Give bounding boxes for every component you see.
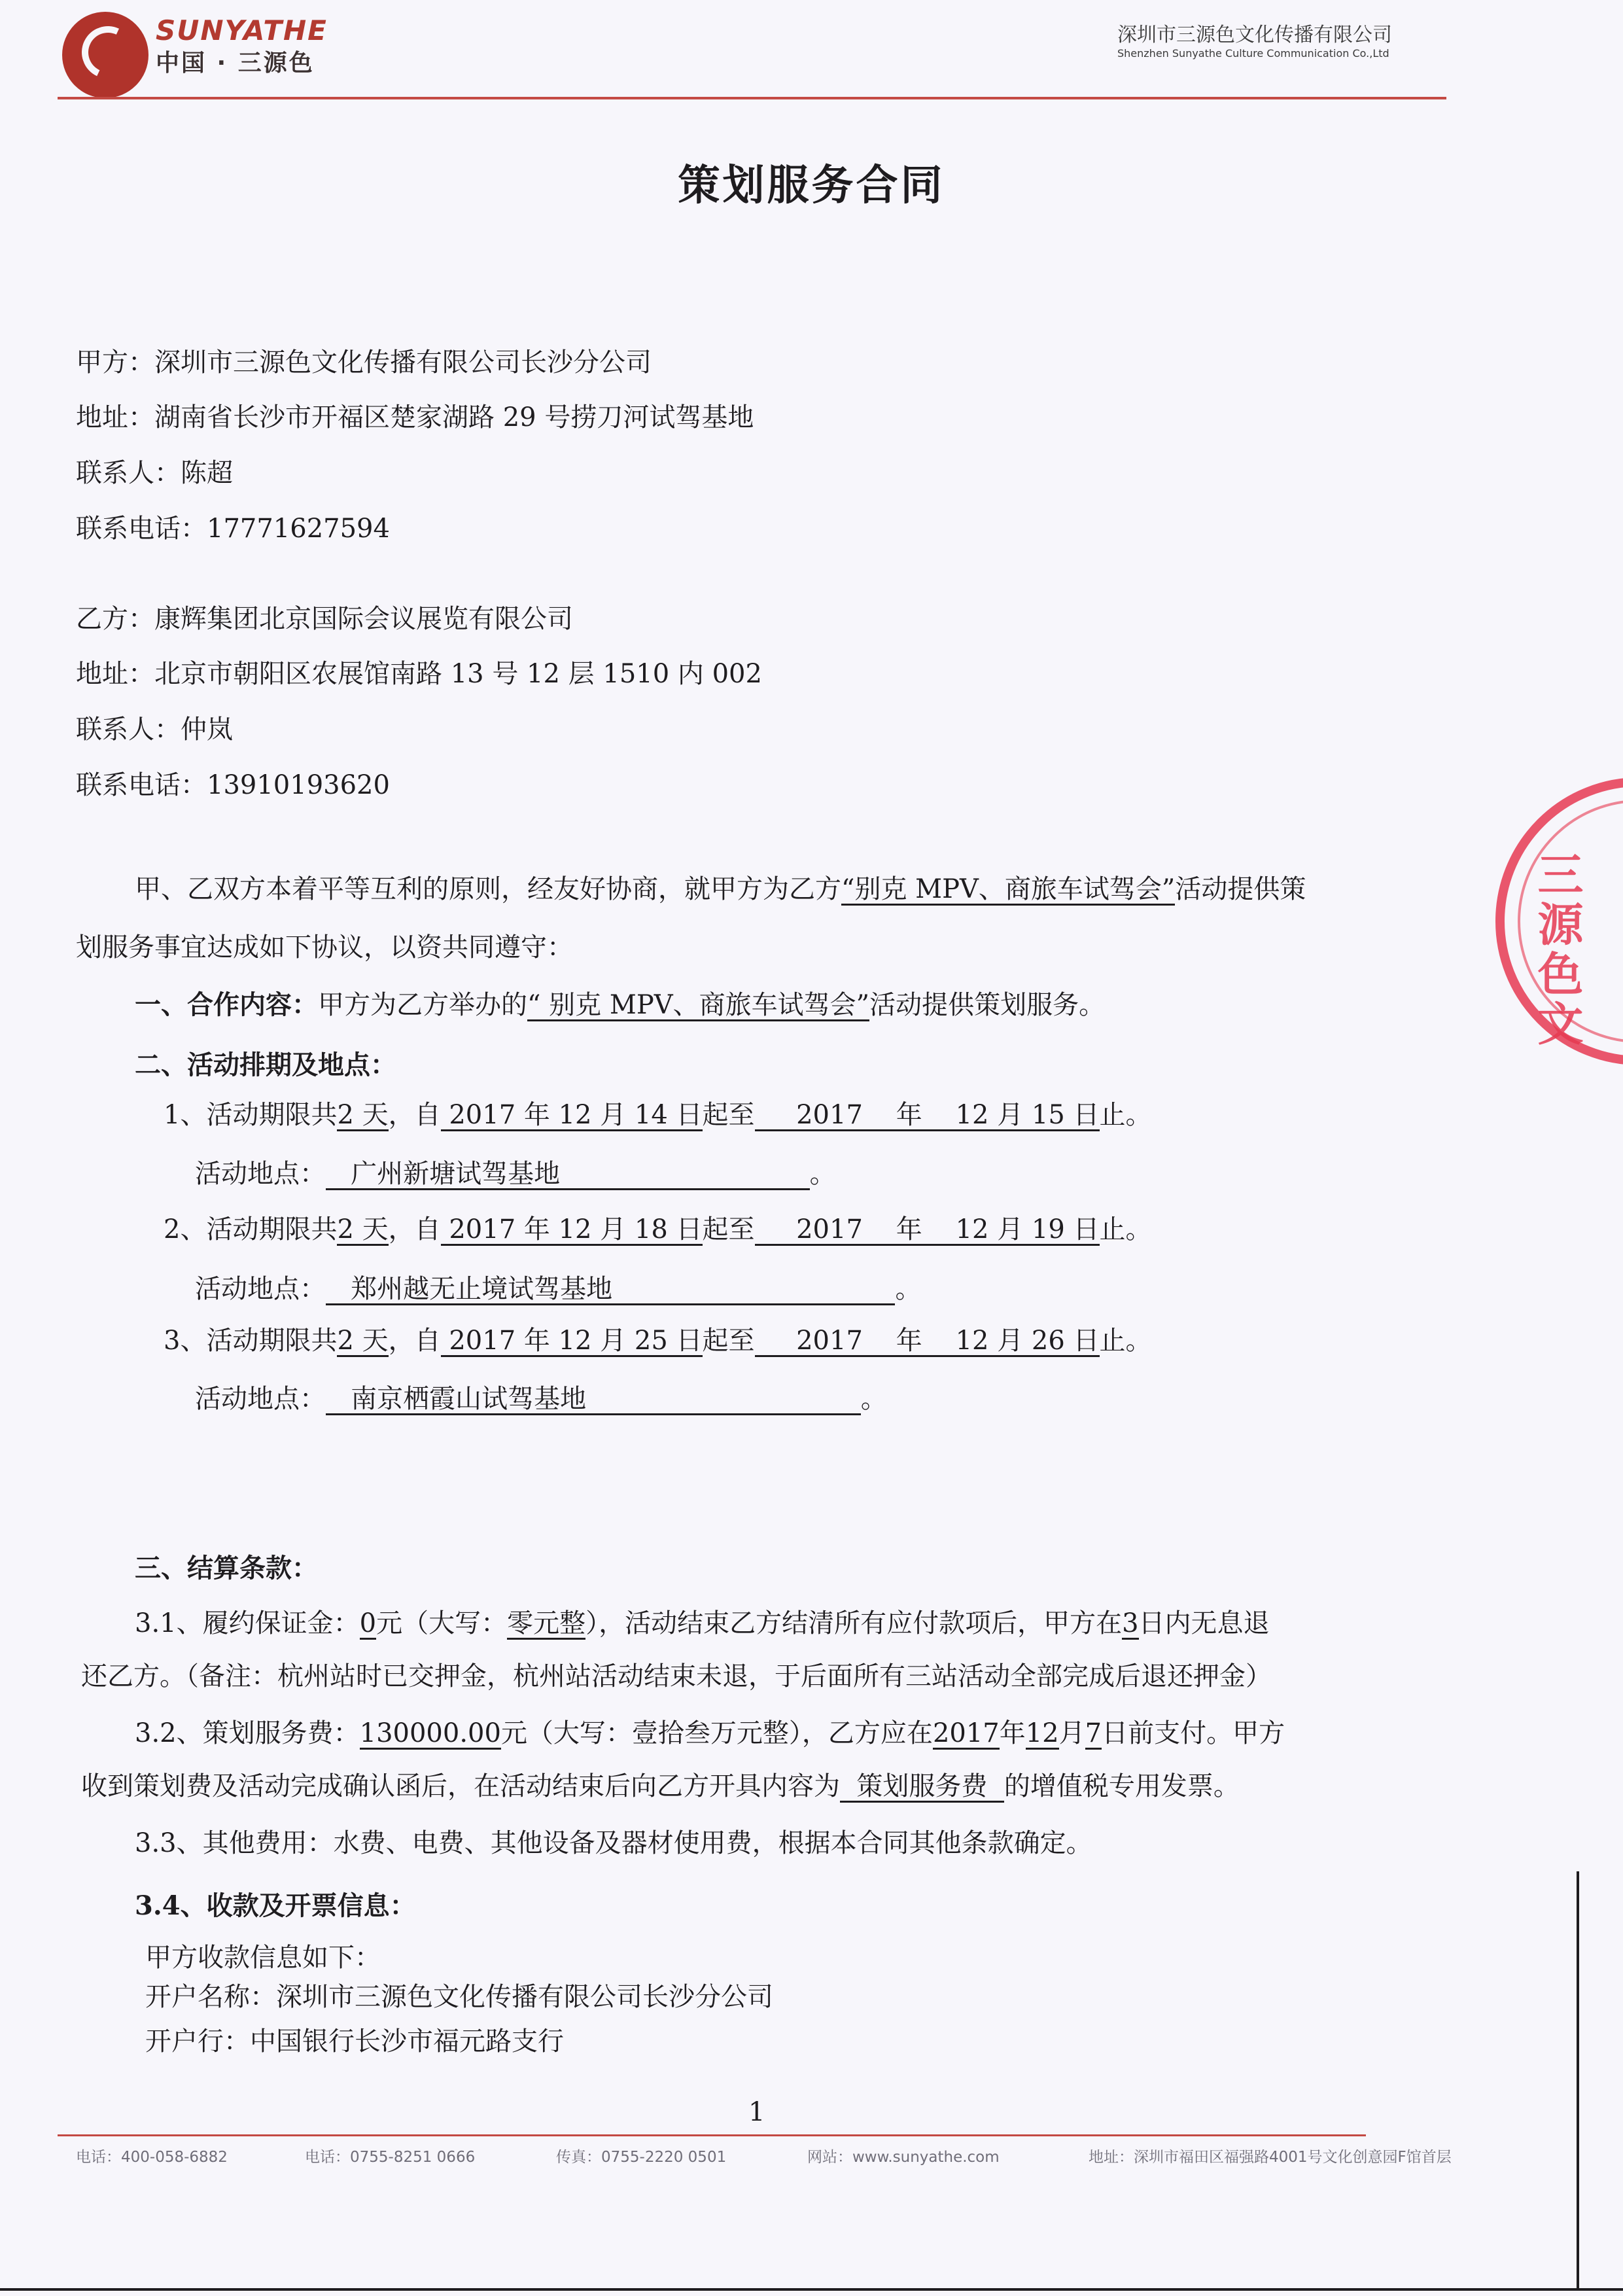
party-a-phone: 联系电话：17771627594	[76, 514, 390, 544]
schedule-days: 2 天	[337, 1100, 389, 1130]
seal-text: 三源色文	[1530, 851, 1584, 1050]
company-name-en: Shenzhen Sunyathe Culture Communication Co.,Ltd	[1117, 47, 1389, 60]
party-a-contact: 联系人：陈超	[76, 458, 233, 488]
schedule-to: 起至	[702, 1326, 755, 1356]
party-b-name: 乙方：康辉集团北京国际会议展览有限公司	[76, 604, 573, 634]
schedule-1-place	[195, 1158, 836, 1190]
party-b-phone: 联系电话：13910193620	[76, 770, 390, 800]
section-3-heading: 三、结算条款：	[135, 1553, 318, 1583]
clause-3-1	[135, 1608, 1270, 1640]
party-a-name: 甲方：深圳市三源色文化传播有限公司长沙分公司	[76, 347, 652, 378]
place-value: 郑州越无止境试驾基地	[326, 1274, 896, 1304]
schedule-3	[164, 1325, 1152, 1357]
schedule-end-date: 2017 年 12 月 15 日	[754, 1100, 1100, 1130]
schedule-from: ，自	[388, 1214, 441, 1245]
place-label: 活动地点：	[195, 1274, 326, 1304]
schedule-start-date: 2017 年 12 月 25 日	[440, 1326, 703, 1356]
intro-event-name: “别克 MPV、商旅车试驾会”	[841, 874, 1176, 904]
schedule-days: 2 天	[337, 1214, 389, 1245]
schedule-from: ，自	[388, 1100, 441, 1130]
schedule-from: ，自	[388, 1326, 441, 1356]
footer-address: 地址：深圳市福田区福强路4001号文化创意园F馆首层	[1089, 2149, 1452, 2166]
document-title: 策划服务合同	[678, 161, 945, 210]
schedule-start-date: 2017 年 12 月 18 日	[440, 1214, 703, 1245]
section-1-text-a: 甲方为乙方举办的	[318, 990, 527, 1020]
schedule-prefix: 3、活动期限共	[164, 1326, 338, 1356]
section-1-text-b: 活动提供策划服务。	[869, 990, 1106, 1020]
schedule-start-date: 2017 年 12 月 14 日	[440, 1100, 703, 1130]
payment-year: 2017	[932, 1718, 1000, 1748]
clause-text: 月	[1058, 1718, 1085, 1748]
footer-phone-2: 电话：0755-8251 0666	[305, 2149, 476, 2166]
company-name-cn: 深圳市三源色文化传播有限公司	[1117, 24, 1392, 46]
schedule-days: 2 天	[337, 1326, 389, 1356]
clause-text: 年	[999, 1718, 1026, 1748]
clause-text: 的增值税专用发票。	[1003, 1771, 1240, 1801]
place-value: 南京栖霞山试驾基地	[326, 1384, 861, 1414]
schedule-end-date: 2017 年 12 月 19 日	[754, 1214, 1100, 1245]
clause-text: 收到策划费及活动完成确认函后，在活动结束后向乙方开具内容为	[81, 1771, 840, 1801]
place-end: 。	[860, 1384, 887, 1414]
invoice-content: 策划服务费	[840, 1771, 1004, 1801]
logo-english-text: SUNYATHE	[156, 14, 328, 46]
receive-info-title: 甲方收款信息如下：	[145, 1943, 381, 1973]
clause-text: 日内无息退	[1138, 1608, 1270, 1638]
service-fee-amount: 130000.00	[359, 1718, 501, 1748]
clause-text: 3.1、履约保证金：	[135, 1608, 360, 1638]
clause-3-2-line-2	[81, 1771, 1240, 1803]
schedule-end-date: 2017 年 12 月 26 日	[754, 1326, 1100, 1356]
logo-chinese-text: 中国 · 三源色	[156, 50, 315, 77]
place-label: 活动地点：	[195, 1384, 326, 1414]
clause-3-2	[135, 1718, 1285, 1750]
party-b-contact: 联系人：仲岚	[76, 715, 233, 745]
payment-day: 7	[1085, 1718, 1102, 1748]
section-1-event: “ 别克 MPV、商旅车试驾会”	[527, 990, 870, 1020]
place-label: 活动地点：	[195, 1159, 326, 1189]
refund-days: 3	[1122, 1608, 1139, 1638]
clause-3-4: 3.4、收款及开票信息：	[135, 1890, 416, 1921]
schedule-3-place	[195, 1383, 887, 1415]
bank-name: 开户行：中国银行长沙市福元路支行	[145, 2026, 564, 2057]
deposit-amount-upper: 零元整	[507, 1608, 586, 1638]
place-end: 。	[809, 1159, 836, 1189]
clause-text: 日前支付。甲方	[1102, 1718, 1285, 1748]
schedule-suffix: 止。	[1099, 1326, 1152, 1356]
section-2-heading: 二、活动排期及地点：	[135, 1050, 396, 1080]
place-end: 。	[895, 1274, 922, 1304]
footer-divider	[58, 2134, 1366, 2136]
page-number: 1	[748, 2097, 765, 2127]
section-1	[135, 989, 1105, 1021]
schedule-prefix: 2、活动期限共	[164, 1214, 338, 1245]
party-b-address: 地址：北京市朝阳区农展馆南路 13 号 12 层 1510 内 002	[76, 659, 762, 689]
intro-text-b: 活动提供策	[1175, 874, 1306, 904]
schedule-suffix: 止。	[1099, 1214, 1152, 1245]
section-1-heading: 一、合作内容：	[135, 989, 318, 1020]
party-a-address: 地址：湖南省长沙市开福区楚家湖路 29 号捞刀河试驾基地	[76, 402, 754, 433]
schedule-suffix: 止。	[1099, 1100, 1152, 1130]
header-divider	[58, 97, 1446, 99]
schedule-2-place	[195, 1273, 921, 1305]
schedule-2	[164, 1214, 1152, 1246]
intro-line-1	[135, 874, 1306, 906]
clause-3-1-line-2: 还乙方。（备注：杭州站时已交押金，杭州站活动结束未退，于后面所有三站活动全部完成后退还押金）	[81, 1661, 1272, 1691]
scan-edge-right	[1577, 1871, 1579, 2290]
clause-text: ），活动结束乙方结清所有应付款项后，甲方在	[585, 1608, 1123, 1638]
clause-text: 元（大写：	[376, 1608, 508, 1638]
clause-text: 3.2、策划服务费：	[135, 1718, 360, 1748]
deposit-amount: 0	[359, 1608, 377, 1638]
scan-edge-bottom	[0, 2288, 1623, 2291]
footer-phone-1: 电话：400-058-6882	[76, 2149, 228, 2166]
account-name: 开户名称：深圳市三源色文化传播有限公司长沙分公司	[145, 1982, 773, 2012]
intro-line-2: 划服务事宜达成如下协议，以资共同遵守：	[76, 932, 573, 963]
intro-text-a: 甲、乙双方本着平等互利的原则，经友好协商，就甲方为乙方	[135, 874, 841, 904]
clause-3-3: 3.3、其他费用：水费、电费、其他设备及器材使用费，根据本合同其他条款确定。	[135, 1828, 1092, 1858]
footer-fax: 传真：0755-2220 0501	[556, 2149, 727, 2166]
place-value: 广州新塘试驾基地	[326, 1159, 810, 1189]
schedule-to: 起至	[702, 1214, 755, 1245]
payment-month: 12	[1025, 1718, 1059, 1748]
schedule-1	[164, 1099, 1152, 1131]
schedule-prefix: 1、活动期限共	[164, 1100, 338, 1130]
footer-website: 网站：www.sunyathe.com	[807, 2149, 1000, 2166]
schedule-to: 起至	[702, 1100, 755, 1130]
clause-text: 元（大写：壹拾叁万元整），乙方应在	[500, 1718, 933, 1748]
